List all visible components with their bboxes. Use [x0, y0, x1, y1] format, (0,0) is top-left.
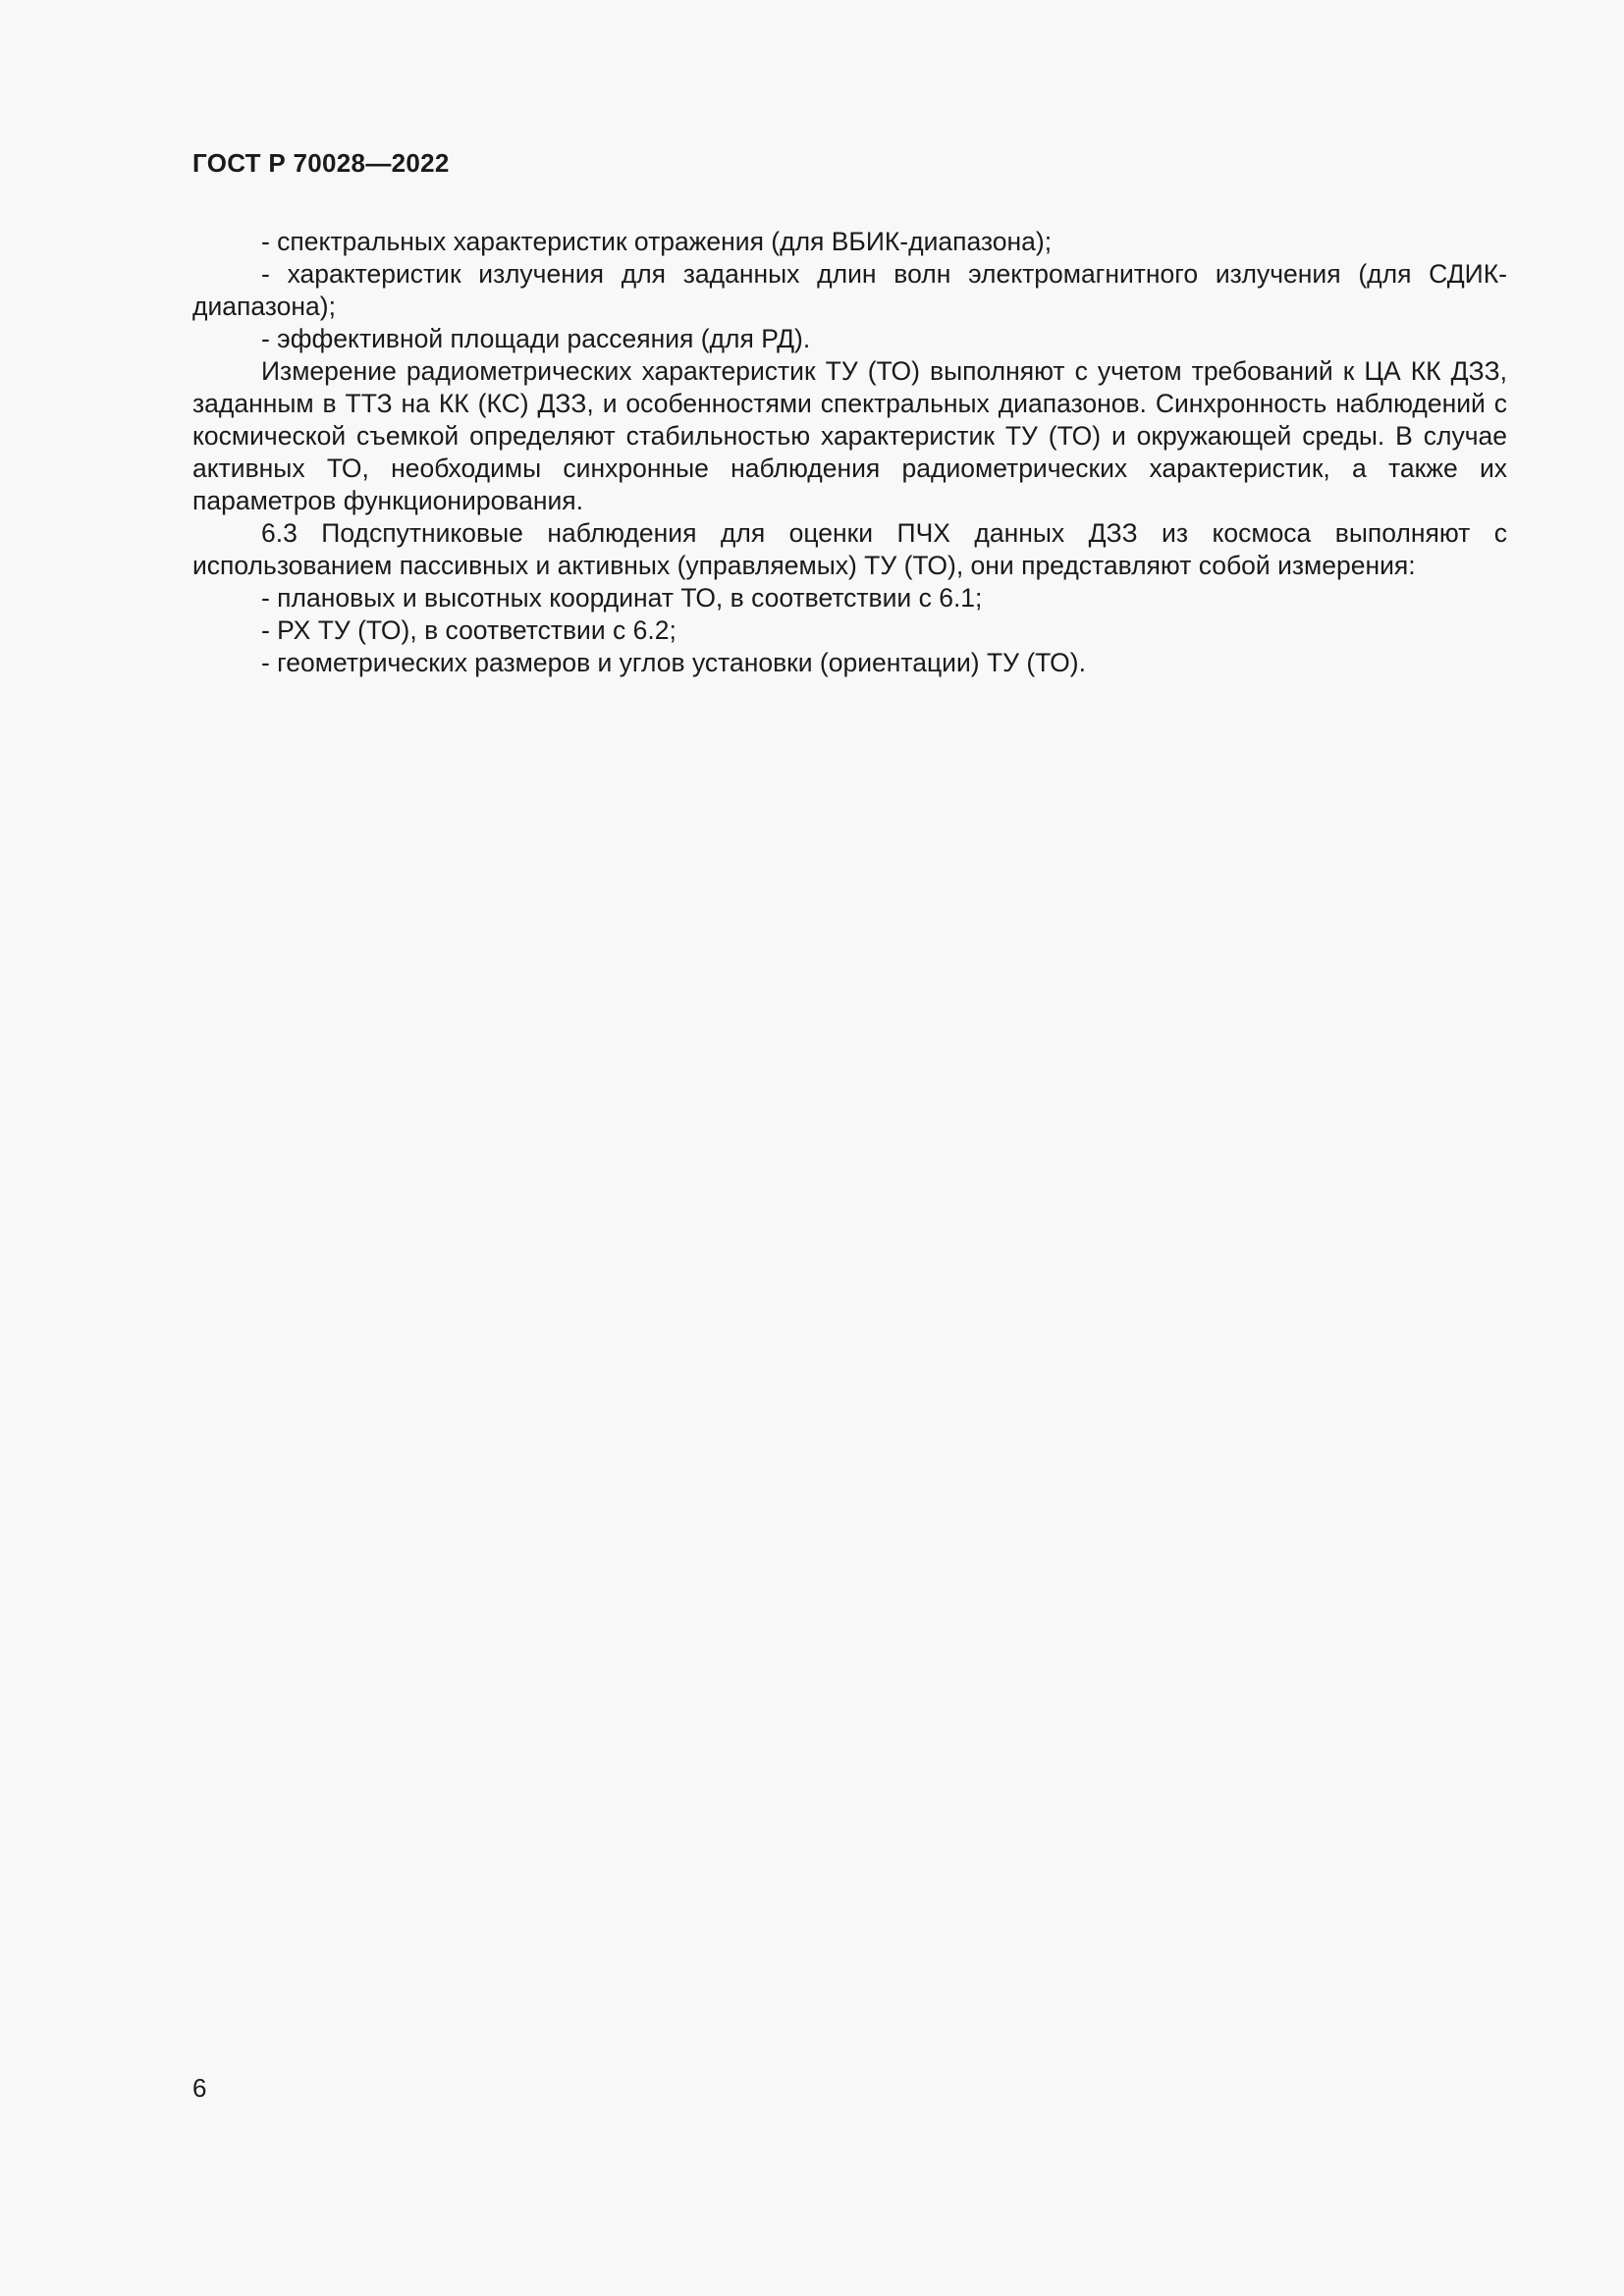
list-item: - эффективной площади рассеяния (для РД).: [261, 324, 811, 353]
list-item: - плановых и высотных координат ТО, в соответствии с 6.1;: [261, 583, 983, 613]
section-paragraph-6-3: 6.3 Подспутниковые наблюдения для оценки ПЧХ данных ДЗЗ из космоса выполняют с использованием пассивных и активных (управляемых) ТУ (ТО), они представляют собой измерения:: [192, 518, 1507, 580]
page-number: 6: [192, 2073, 207, 2103]
body-paragraph: Измерение радиометрических характеристик ТУ (ТО) выполняют с учетом требований к ЦА КК ДЗЗ, заданным в ТТЗ на КК (КС) ДЗЗ, и особенностями спектральных диапазонов. Синхронность наблюдений с космической съемкой определяют стабильностью характеристик ТУ (ТО) и окружающей среды. В случае активных ТО, необходимы синхронные наблюдения радиометрических характеристик, а также их параметров функционирования.: [192, 356, 1507, 515]
document-header: ГОСТ Р 70028—2022: [192, 148, 450, 178]
document-body: [192, 226, 1507, 679]
list-item: - РХ ТУ (ТО), в соответствии с 6.2;: [261, 615, 677, 645]
list-item: - спектральных характеристик отражения (для ВБИК-диапазона);: [261, 227, 1053, 256]
list-item: - геометрических размеров и углов установки (ориентации) ТУ (ТО).: [261, 648, 1086, 677]
list-item: - характеристик излучения для заданных длин волн электромагнитного излучения (для СДИК-диапазона);: [192, 259, 1507, 321]
